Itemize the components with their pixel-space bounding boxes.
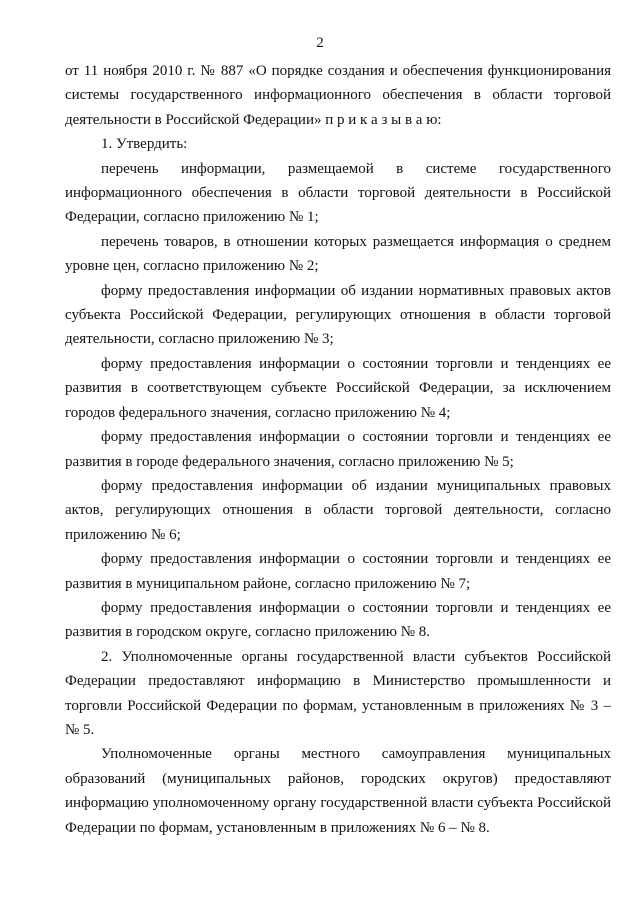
paragraph-order-reference: от 11 ноября 2010 г. № 887 «О порядке создания и обеспечения функционирования системы государственного информационного обеспечения в области торговой деятельности в Российской Федерации» п р и к а з ы в а ю: bbox=[65, 63, 611, 128]
page-number: 2 bbox=[316, 35, 324, 51]
paragraph-item-appendix-3: форму предоставления информации об издании нормативных правовых актов субъекта Российской Федерации, регулирующих отношения в области торговой деятельности, согласно приложению № 3; bbox=[65, 282, 611, 348]
paragraph-regional-authorities: 2. Уполномоченные органы государственной власти субъектов Российской Федерации предоставляют информацию в Министерство промышленности и торговли Российской Федерации по формам, установленным в приложениях № 3 – № 5. bbox=[65, 648, 611, 738]
paragraph-item-appendix-6: форму предоставления информации об издании муниципальных правовых актов, регулирующих отношения в области торговой деятельности, согласно приложению № 6; bbox=[65, 477, 611, 543]
document-body bbox=[65, 59, 611, 840]
paragraph-item-appendix-8: форму предоставления информации о состоянии торговли и тенденциях ее развития в городском округе, согласно приложению № 8. bbox=[65, 599, 611, 641]
paragraph-item-appendix-5: форму предоставления информации о состоянии торговли и тенденциях ее развития в городе федерального значения, согласно приложению № 5; bbox=[65, 429, 611, 470]
paragraph-item-appendix-7: форму предоставления информации о состоянии торговли и тенденциях ее развития в муниципальном районе, согласно приложению № 7; bbox=[65, 551, 611, 592]
paragraph-item-appendix-1: перечень информации, размещаемой в системе государственного информационного обеспечения в области торговой деятельности в Российской Федерации, согласно приложению № 1; bbox=[65, 160, 611, 226]
paragraph-item-appendix-2: перечень товаров, в отношении которых размещается информация о среднем уровне цен, согласно приложению № 2; bbox=[65, 233, 611, 275]
paragraph-item-appendix-4: форму предоставления информации о состоянии торговли и тенденциях ее развития в соответствующем субъекте Российской Федерации, за исключением городов федерального значения, согласно приложению № 4; bbox=[65, 355, 611, 421]
paragraph-local-authorities: Уполномоченные органы местного самоуправления муниципальных образований (муниципальных районов, городских округов) предоставляют информацию уполномоченному органу государственной власти субъекта Российской Федерации по формам, установленным в приложениях № 6 – № 8. bbox=[65, 746, 611, 836]
paragraph-approve: 1. Утвердить: bbox=[101, 136, 188, 153]
